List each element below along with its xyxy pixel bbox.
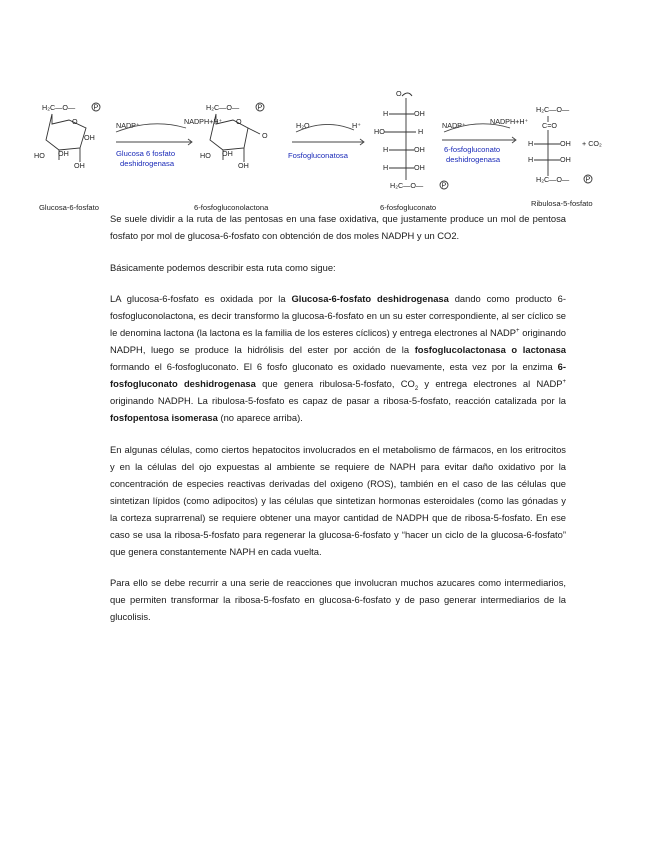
paragraph-text: Para ello se debe recurrir a una serie de reacciones que involucran muchos azucares como intermediarios, que permiten transformar la ribosa-5-fosfato en glucosa-6-fosfato y de paso generar intermediarios de la glucolisis. <box>110 577 566 622</box>
atom-label: OH <box>560 139 571 148</box>
atom-label: H₂C—O— <box>536 175 570 184</box>
enzyme-name: 6-fosfogluconato <box>444 145 501 154</box>
paragraph-cycle <box>110 574 566 625</box>
paragraph-intro <box>110 210 566 244</box>
phosphogluconate-structure <box>374 89 448 212</box>
enzyme-name: Fosfogluconatosa <box>288 151 348 160</box>
enzyme-name: deshidrogenasa <box>446 155 501 164</box>
atom-label: H <box>383 163 389 172</box>
arrow-line <box>442 137 516 143</box>
atom-label: HO <box>34 151 45 160</box>
atom-label: P <box>441 180 447 190</box>
paragraph-oxidative-phase <box>110 290 566 426</box>
atom-label: H <box>383 109 389 118</box>
atom-label: O <box>396 89 402 98</box>
molecule-name: 6-fosfogluconato <box>380 203 437 212</box>
text-run: (no aparece arriba). <box>217 412 303 423</box>
ribulose-5-phosphate-structure <box>528 105 602 208</box>
chain-bonds <box>384 108 416 180</box>
atom-label: H <box>528 155 534 164</box>
atom-label: OH <box>414 109 425 118</box>
atom-label: H₂C—O— <box>390 181 424 190</box>
paragraph-summary <box>110 259 566 276</box>
arrow-line <box>292 139 364 145</box>
subscript: 2 <box>414 385 419 392</box>
superscript: + <box>516 327 520 334</box>
enzyme-name: Glucosa 6 fosfato <box>116 149 176 158</box>
superscript: + <box>562 378 567 385</box>
atom-label: H₂C—O— <box>206 103 240 112</box>
cofactor-label: NADPH+H⁺ <box>490 117 529 126</box>
molecule-name: Glucosa-6-fosfato <box>39 203 99 212</box>
text-run: LA glucosa-6-fosfato es oxidada por la <box>110 293 292 304</box>
atom-label: O <box>236 117 242 126</box>
atom-label: H <box>418 127 424 136</box>
carbonyl-bond <box>248 128 260 134</box>
reaction-arrow-2 <box>288 121 364 160</box>
ring-bonds <box>210 114 248 150</box>
atom-label: OH <box>560 155 571 164</box>
text-run: originando NADPH. La ribulosa-5-fosfato es capaz de pasar a ribosa-5-fosfato, reacción catalizada por la <box>110 395 566 406</box>
enzyme-term: fosfopentosa isomerasa <box>110 412 218 423</box>
paragraph-nadph-demand <box>110 441 566 560</box>
atom-label: OH <box>84 133 95 142</box>
atom-label: O <box>262 131 268 140</box>
cofactor-label: NADP⁺ <box>442 121 466 130</box>
atom-label: H <box>528 139 534 148</box>
molecule-name: 6-fosfogluconolactona <box>194 203 269 212</box>
enzyme-name: deshidrogenasa <box>120 159 175 168</box>
body-text <box>110 210 566 640</box>
paragraph-text: En algunas células, como ciertos hepatocitos involucrados en el metabolismo de fármacos, en los eritrocitos y en la células del ojo expuestas al ambiente se requiere de NAPH para evitar daño oxidativo por la concentración de especies reactivas derivadas del oxigeno (ROS), también en el caso de las células que sintetizan lípidos (como adipocitos) y las células que sintetizan hormonas esteroidales (como las gónadas y la corteza suprarrenal) se requiere obtener una mayor cantidad de NADPH que de ribosa-5-fosfato. En ese caso se usa la ribosa-5-fosfato para regenerar la glucosa-6-fosfato y “hacer un ciclo de la glucosa-6-fosfato” que genera constantemente NAPH en cada vuelta. <box>110 443 566 557</box>
reaction-arrow-1 <box>116 117 223 168</box>
pentose-phosphate-diagram <box>34 88 624 213</box>
molecule-name: Ribulosa-5-fosfato <box>531 199 593 208</box>
atom-label: C=O <box>542 121 557 130</box>
enzyme-term: 6-fosfogluconato deshidrogenasa <box>110 361 566 389</box>
atom-label: OH <box>414 163 425 172</box>
cofactor-label: H₂O <box>296 121 310 130</box>
atom-label: HO <box>200 151 211 160</box>
atom-label: H₂C—O— <box>42 103 76 112</box>
paragraph-text: Básicamente podemos describir esta ruta como sigue: <box>110 261 336 273</box>
ring-bonds <box>46 114 86 150</box>
atom-label: O <box>72 117 78 126</box>
text-run: que genera ribulosa-5-fosfato, CO <box>255 378 415 389</box>
cofactor-label: NADPH+H⁺ <box>184 117 223 126</box>
atom-label: OH <box>222 149 233 158</box>
atom-label: OH <box>74 161 85 170</box>
enzyme-term: Glucosa-6-fosfato deshidrogenasa <box>291 293 449 304</box>
arrow-line <box>116 139 192 145</box>
reaction-arrow-3 <box>442 117 529 164</box>
text-run: y entrega electrones al NADP <box>418 378 563 389</box>
text-run: dando como producto 6-fosfogluconolactona, es decir transformo la glucosa-6-fosfato en un su ester correspondiente, al ser cíclico se le denomina lactona (la lactona es la familia de los esteres cíclicos) y entrega electrones al NADP <box>110 293 567 338</box>
atom-label: H <box>383 145 389 154</box>
atom-label: P <box>93 102 99 112</box>
atom-label: H₂C—O— <box>536 105 570 114</box>
enzyme-term: fosfoglucolactonasa o lactonasa <box>414 344 566 355</box>
atom-label: HO <box>374 127 385 136</box>
atom-label: P <box>585 174 591 184</box>
atom-label: P <box>257 102 263 112</box>
paragraph-text: Se suele dividir a la ruta de las pentosas en una fase oxidativa, que justamente produce un mol de pentosa fosfato por mol de glucosa-6-fosfato con obtención de dos moles NADPH y un CO2. <box>110 213 566 241</box>
atom-label: OH <box>238 161 249 170</box>
text-run: formando el 6-fosfogluconato. El 6 fosfo gluconato es oxidado nuevamente, esta vez por la enzima <box>110 361 558 372</box>
carboxyl-bond <box>402 93 412 108</box>
atom-label: OH <box>58 149 69 158</box>
cofactor-label: + CO₂ <box>582 139 602 148</box>
atom-label: OH <box>414 145 425 154</box>
glucose-6-phosphate-structure <box>34 103 100 213</box>
cofactor-label: NADP⁺ <box>116 121 140 130</box>
text-run: originando NADPH, luego se produce la hidrólisis del ester por acción de la <box>110 327 566 355</box>
cofactor-label: H⁺ <box>352 121 361 130</box>
